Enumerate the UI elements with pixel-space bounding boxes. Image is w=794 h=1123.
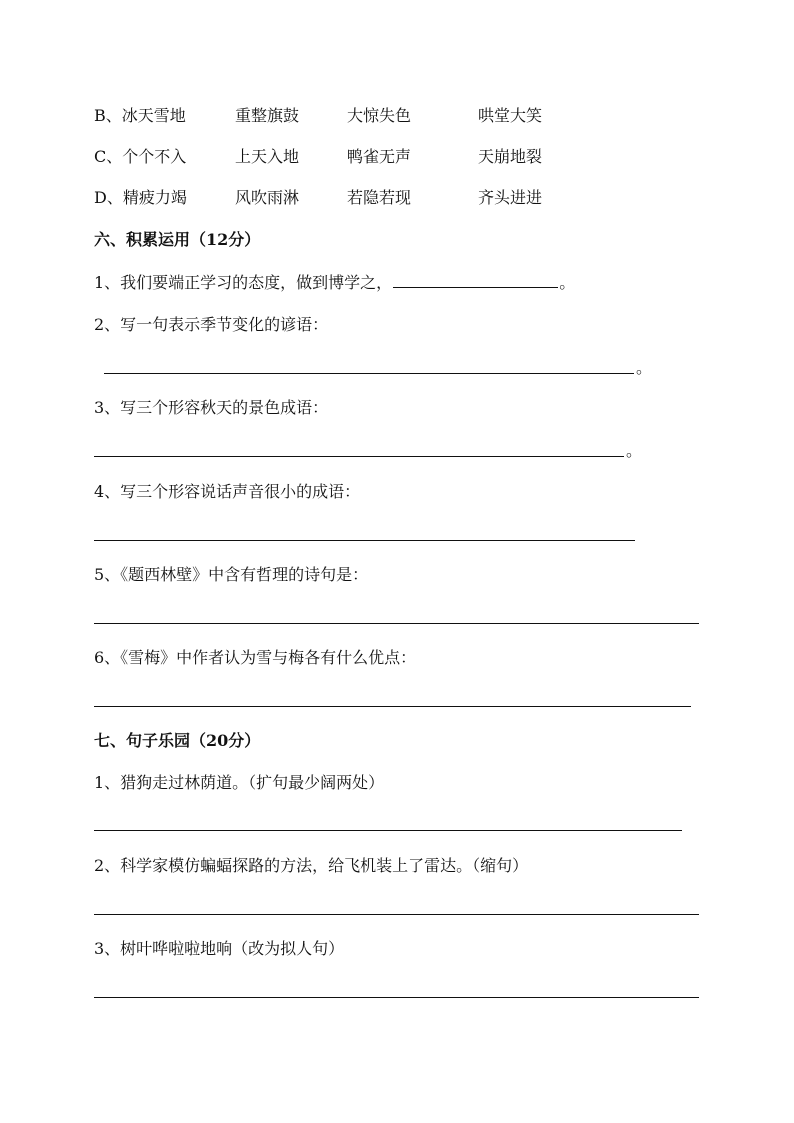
option-label: C、个个不入: [94, 147, 187, 166]
idiom: 重整旗鼓: [235, 106, 300, 125]
idiom: 上天入地: [235, 147, 300, 166]
idiom: 天崩地裂: [478, 147, 543, 166]
answer-line[interactable]: [94, 914, 699, 915]
idiom: 哄堂大笑: [478, 106, 543, 125]
option-label: B、冰天雪地: [94, 106, 186, 125]
idiom: 鸭雀无声: [347, 147, 412, 166]
answer-line[interactable]: [94, 540, 635, 541]
answer-end-mark: 。: [626, 441, 643, 460]
question-6-2: 2、写一句表示季节变化的谚语：: [94, 315, 329, 334]
question-6-1: [94, 272, 575, 294]
answer-line[interactable]: [94, 706, 691, 707]
section-6-heading: 六、积累运用（12分）: [94, 230, 261, 249]
idiom: 风吹雨淋: [235, 188, 300, 207]
idiom: 若隐若现: [347, 188, 412, 207]
section-7-heading: 七、句子乐园（20分）: [94, 731, 261, 750]
question-6-5: 5、《题西林壁》中含有哲理的诗句是：: [94, 565, 369, 584]
question-6-3: 3、写三个形容秋天的景色成语：: [94, 398, 329, 417]
question-7-2: 2、科学家模仿蝙蝠探路的方法，给飞机装上了雷达。（缩句）: [94, 856, 529, 875]
answer-line[interactable]: [94, 623, 699, 624]
answer-blank[interactable]: [393, 273, 558, 288]
question-7-1: 1、猎狗走过林荫道。（扩句最少阔两处）: [94, 773, 385, 792]
question-6-6: 6、《雪梅》中作者认为雪与梅各有什么优点：: [94, 648, 417, 667]
answer-line[interactable]: [94, 456, 624, 457]
idiom: 大惊失色: [347, 106, 412, 125]
answer-end-mark: 。: [636, 358, 653, 377]
question-7-3: 3、树叶哗啦啦地响（改为拟人句）: [94, 939, 345, 958]
question-6-4: 4、写三个形容说话声音很小的成语：: [94, 482, 361, 501]
idiom: 齐头进进: [478, 188, 543, 207]
question-text: 1、我们要端正学习的态度，做到博学之，: [94, 273, 393, 292]
answer-line[interactable]: [94, 997, 699, 998]
option-label: D、精疲力竭: [94, 188, 187, 207]
answer-line[interactable]: [104, 373, 634, 374]
question-end-mark: 。: [559, 273, 576, 292]
answer-line[interactable]: [94, 830, 682, 831]
